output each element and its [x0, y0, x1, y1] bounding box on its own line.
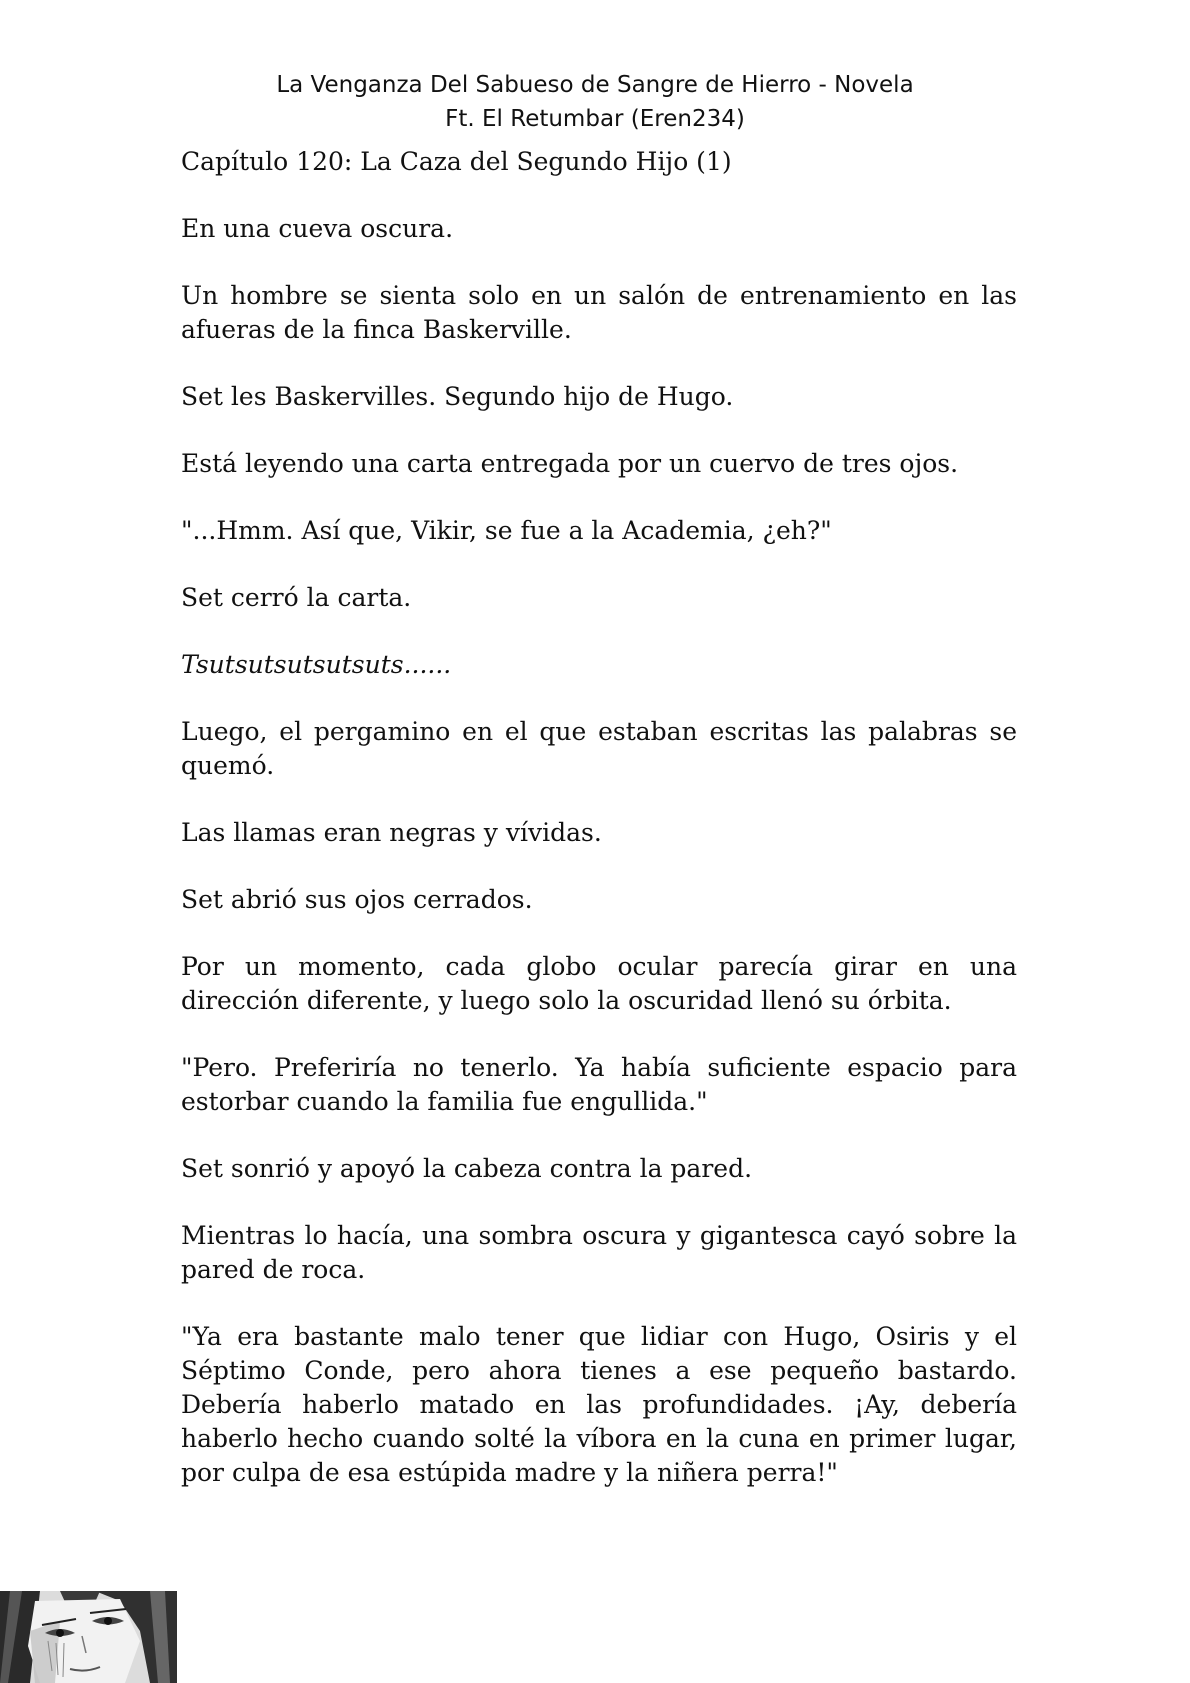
chapter-title: Capítulo 120: La Caza del Segundo Hijo (1) — [181, 147, 732, 176]
paragraph-12: "Pero. Preferiría no tenerlo. Ya había suficiente espacio para estorbar cuando la familia fue engullida." — [181, 1053, 1017, 1116]
paragraph-13: Set sonrió y apoyó la cabeza contra la pared. — [181, 1154, 753, 1183]
paragraph-3: Set les Baskervilles. Segundo hijo de Hugo. — [181, 382, 734, 411]
paragraph-15: "Ya era bastante malo tener que lidiar con Hugo, Osiris y el Séptimo Conde, pero ahora tienes a ese pequeño bastardo. Debería haberlo matado en las profundidades. ¡Ay, debería haberlo hecho cuando solté la víbora en la cuna en primer lugar, por culpa de esa estúpida madre y la niñera perra!" — [181, 1322, 1017, 1487]
paragraph-5: "...Hmm. Así que, Vikir, se fue a la Academia, ¿eh?" — [181, 516, 832, 545]
chapter-body — [181, 145, 1017, 1523]
header-title-line-1: La Venganza Del Sabueso de Sangre de Hierro - Novela — [276, 72, 914, 98]
paragraph-9: Las llamas eran negras y vívidas. — [181, 818, 602, 847]
manga-portrait-image — [0, 1591, 177, 1683]
paragraph-1: En una cueva oscura. — [181, 214, 454, 243]
header-title-line-2: Ft. El Retumbar (Eren234) — [445, 106, 745, 132]
paragraph-10: Set abrió sus ojos cerrados. — [181, 885, 533, 914]
paragraph-4: Está leyendo una carta entregada por un cuervo de tres ojos. — [181, 449, 959, 478]
page-header — [0, 68, 1190, 136]
paragraph-8: Luego, el pergamino en el que estaban escritas las palabras se quemó. — [181, 717, 1017, 780]
paragraph-14: Mientras lo hacía, una sombra oscura y gigantesca cayó sobre la pared de roca. — [181, 1221, 1017, 1284]
paragraph-11: Por un momento, cada globo ocular parecía girar en una dirección diferente, y luego solo la oscuridad llenó su órbita. — [181, 952, 1017, 1015]
paragraph-6: Set cerró la carta. — [181, 583, 412, 612]
sound-effect-paragraph: Tsutsutsutsutsuts...... — [181, 650, 452, 679]
paragraph-2: Un hombre se sienta solo en un salón de entrenamiento en las afueras de la finca Baskerville. — [181, 281, 1017, 344]
